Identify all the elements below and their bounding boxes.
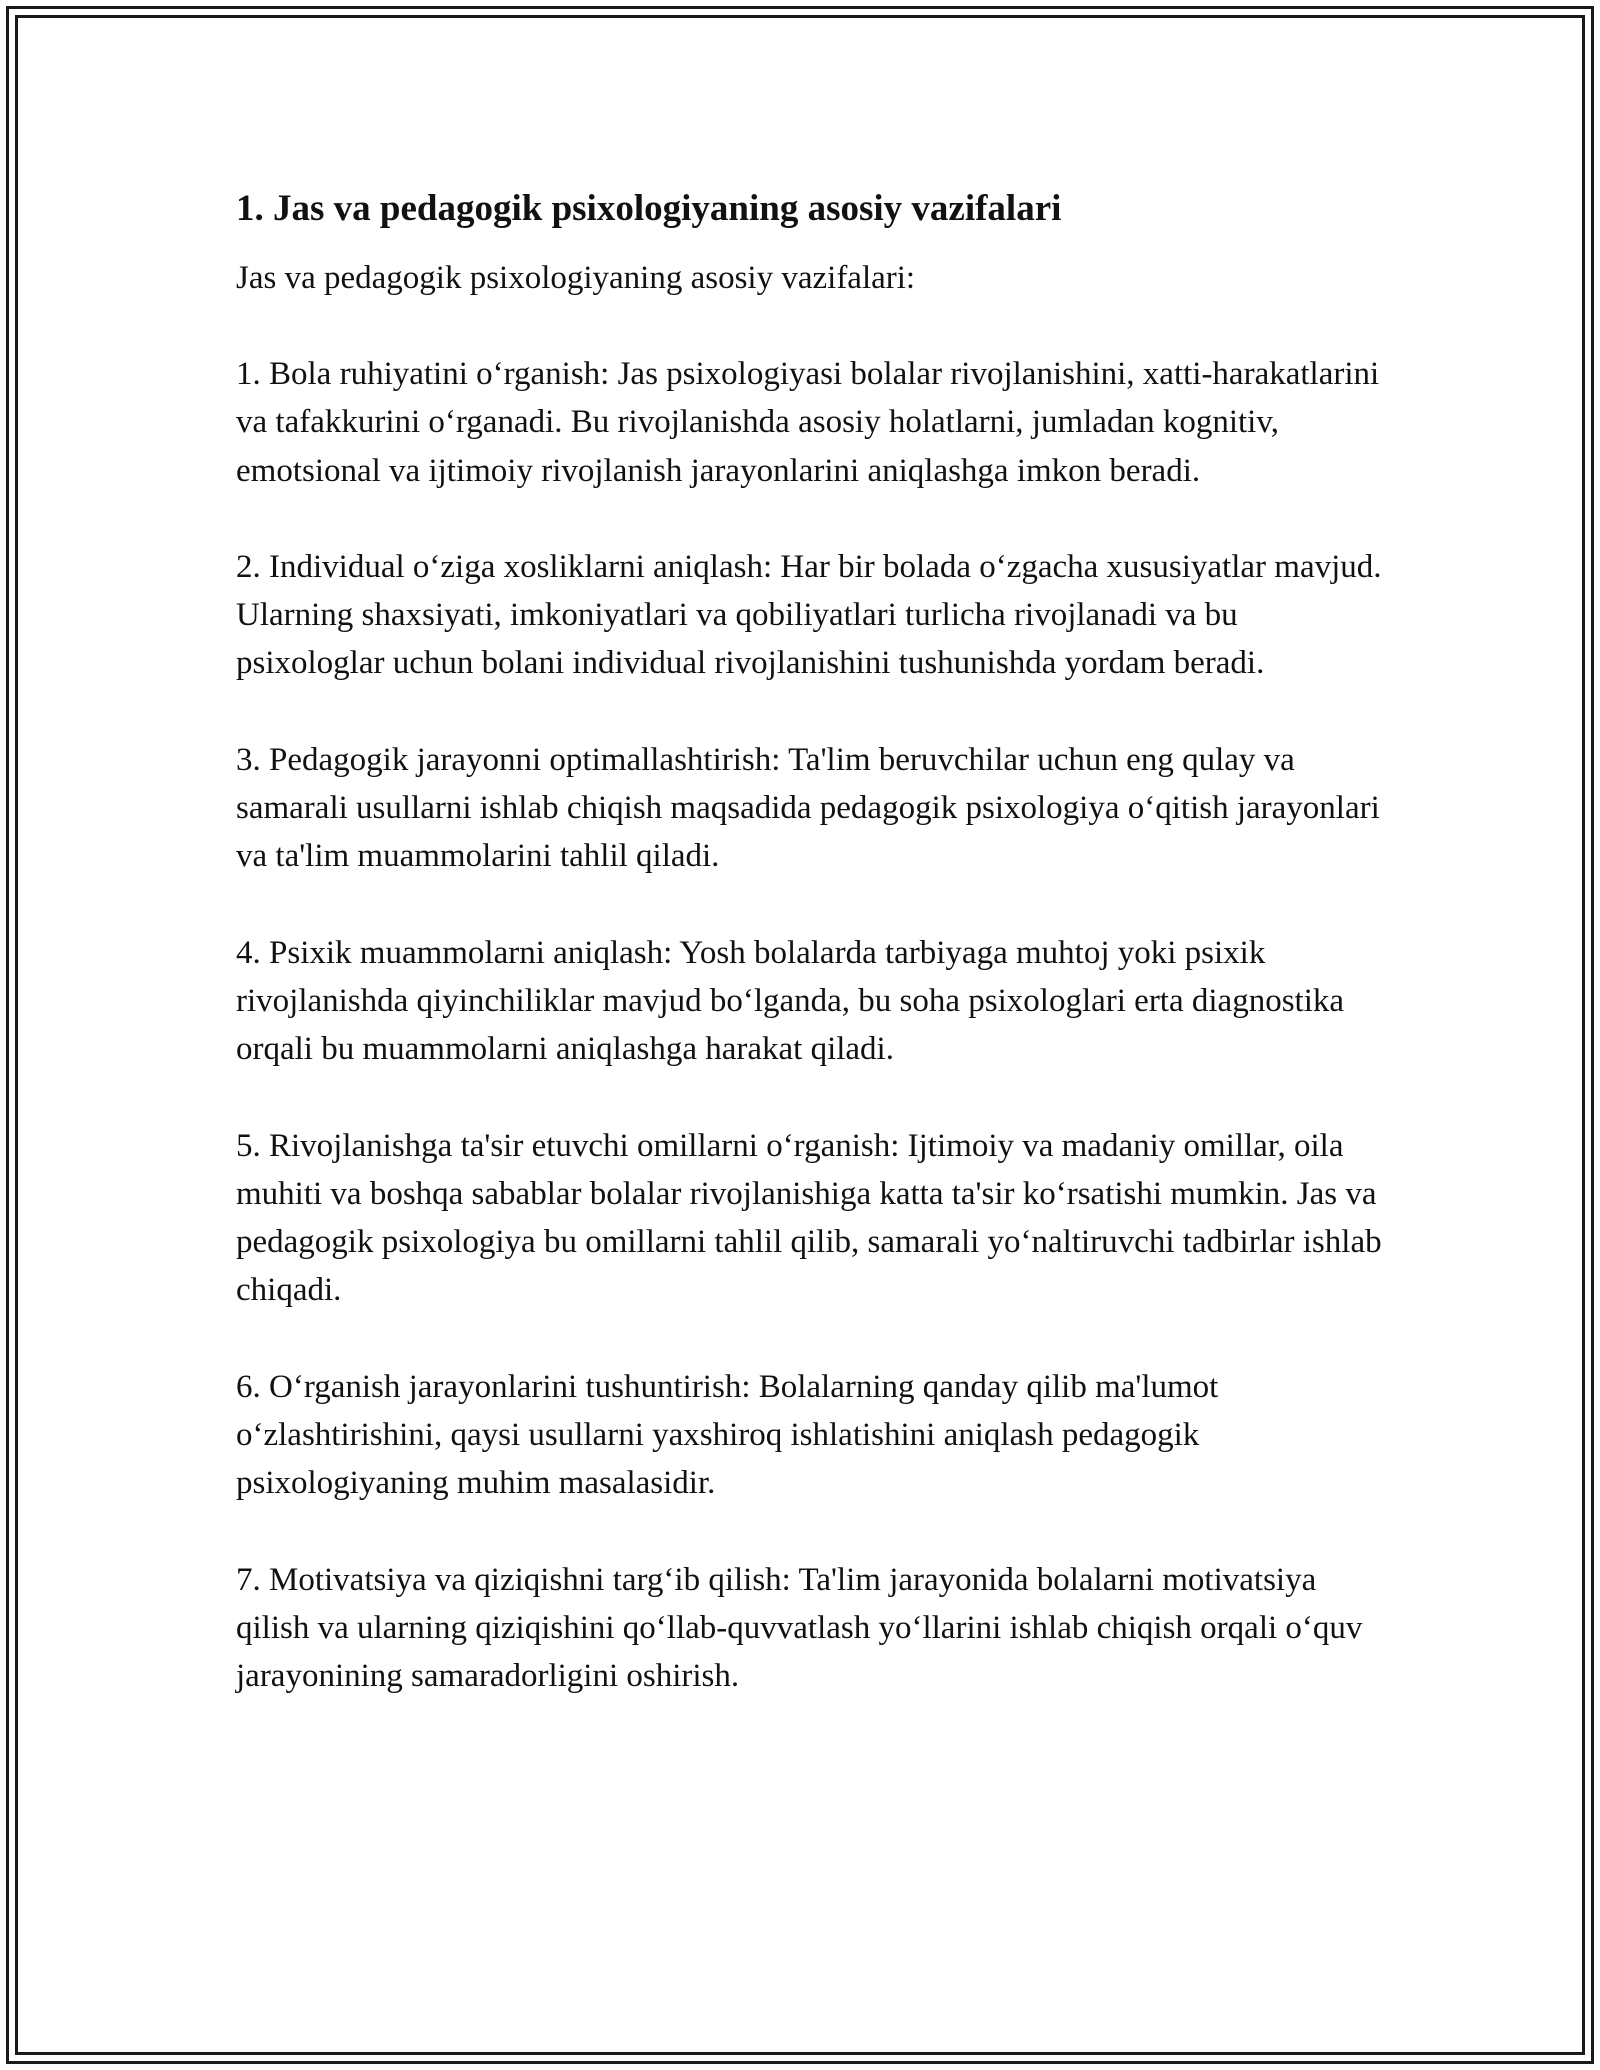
list-item-7: 7. Motivatsiya va qiziqishni targ‘ib qilish: Ta'lim jarayonida bolalarni motivatsiya qilish va ularning qiziqishini qo‘llab-quvvatlash yo‘llarini ishlab chiqish orqali o‘quv jarayonining samaradorligini oshirish.	[236, 1561, 1363, 1695]
list-item-1: 1. Bola ruhiyatini o‘rganish: Jas psixologiyasi bolalar rivojlanishini, xatti-harakatlarini va tafakkurini o‘rganadi. Bu rivojlanishda asosiy holatlarni, jumladan kognitiv, emotsional va ijtimoiy rivojlanish jarayonlarini aniqlashga imkon beradi.	[236, 356, 1380, 489]
document-title: 1. Jas va pedagogik psixologiyaning asosiy vazifalari	[236, 188, 1062, 229]
list-item-6: 6. O‘rganish jarayonlarini tushuntirish: Bolalarning qanday qilib ma'lumot o‘zlashtirishini, qaysi usullarni yaxshiroq ishlatishini aniqlash pedagogik psixologiyaning muhim masalasidir.	[236, 1368, 1219, 1502]
intro-paragraph: Jas va pedagogik psixologiyaning asosiy vazifalari:	[236, 260, 916, 296]
list-item-5: 5. Rivojlanishga ta'sir etuvchi omillarni o‘rganish: Ijtimoiy va madaniy omillar, oila muhiti va boshqa sabablar bolalar rivojlanishiga katta ta'sir ko‘rsatishi mumkin. Jas va pedagogik psixologiya bu omillarni tahlil qilib, samarali yo‘naltiruvchi tadbirlar ishlab chiqadi.	[236, 1127, 1382, 1309]
list-item-4: 4. Psixik muammolarni aniqlash: Yosh bolalarda tarbiyaga muhtoj yoki psixik rivojlanishda qiyinchiliklar mavjud bo‘lganda, bu soha psixologlari erta diagnostika orqali bu muammolarni aniqlashga harakat qiladi.	[236, 934, 1345, 1068]
list-item-3: 3. Pedagogik jarayonni optimallashtirish: Ta'lim beruvchilar uchun eng qulay va samarali usullarni ishlab chiqish maqsadida pedagogik psixologiya o‘qitish jarayonlari va ta'lim muammolarini tahlil qiladi.	[236, 741, 1380, 875]
list-item-2: 2. Individual o‘ziga xosliklarni aniqlash: Har bir bolada o‘zgacha xususiyatlar mavjud. Ularning shaxsiyati, imkoniyatlari va qobiliyatlari turlicha rivojlanadi va bu psixologlar uchun bolani individual rivojlanishini tushunishda yordam beradi.	[236, 548, 1382, 682]
document-body	[236, 186, 1386, 1749]
